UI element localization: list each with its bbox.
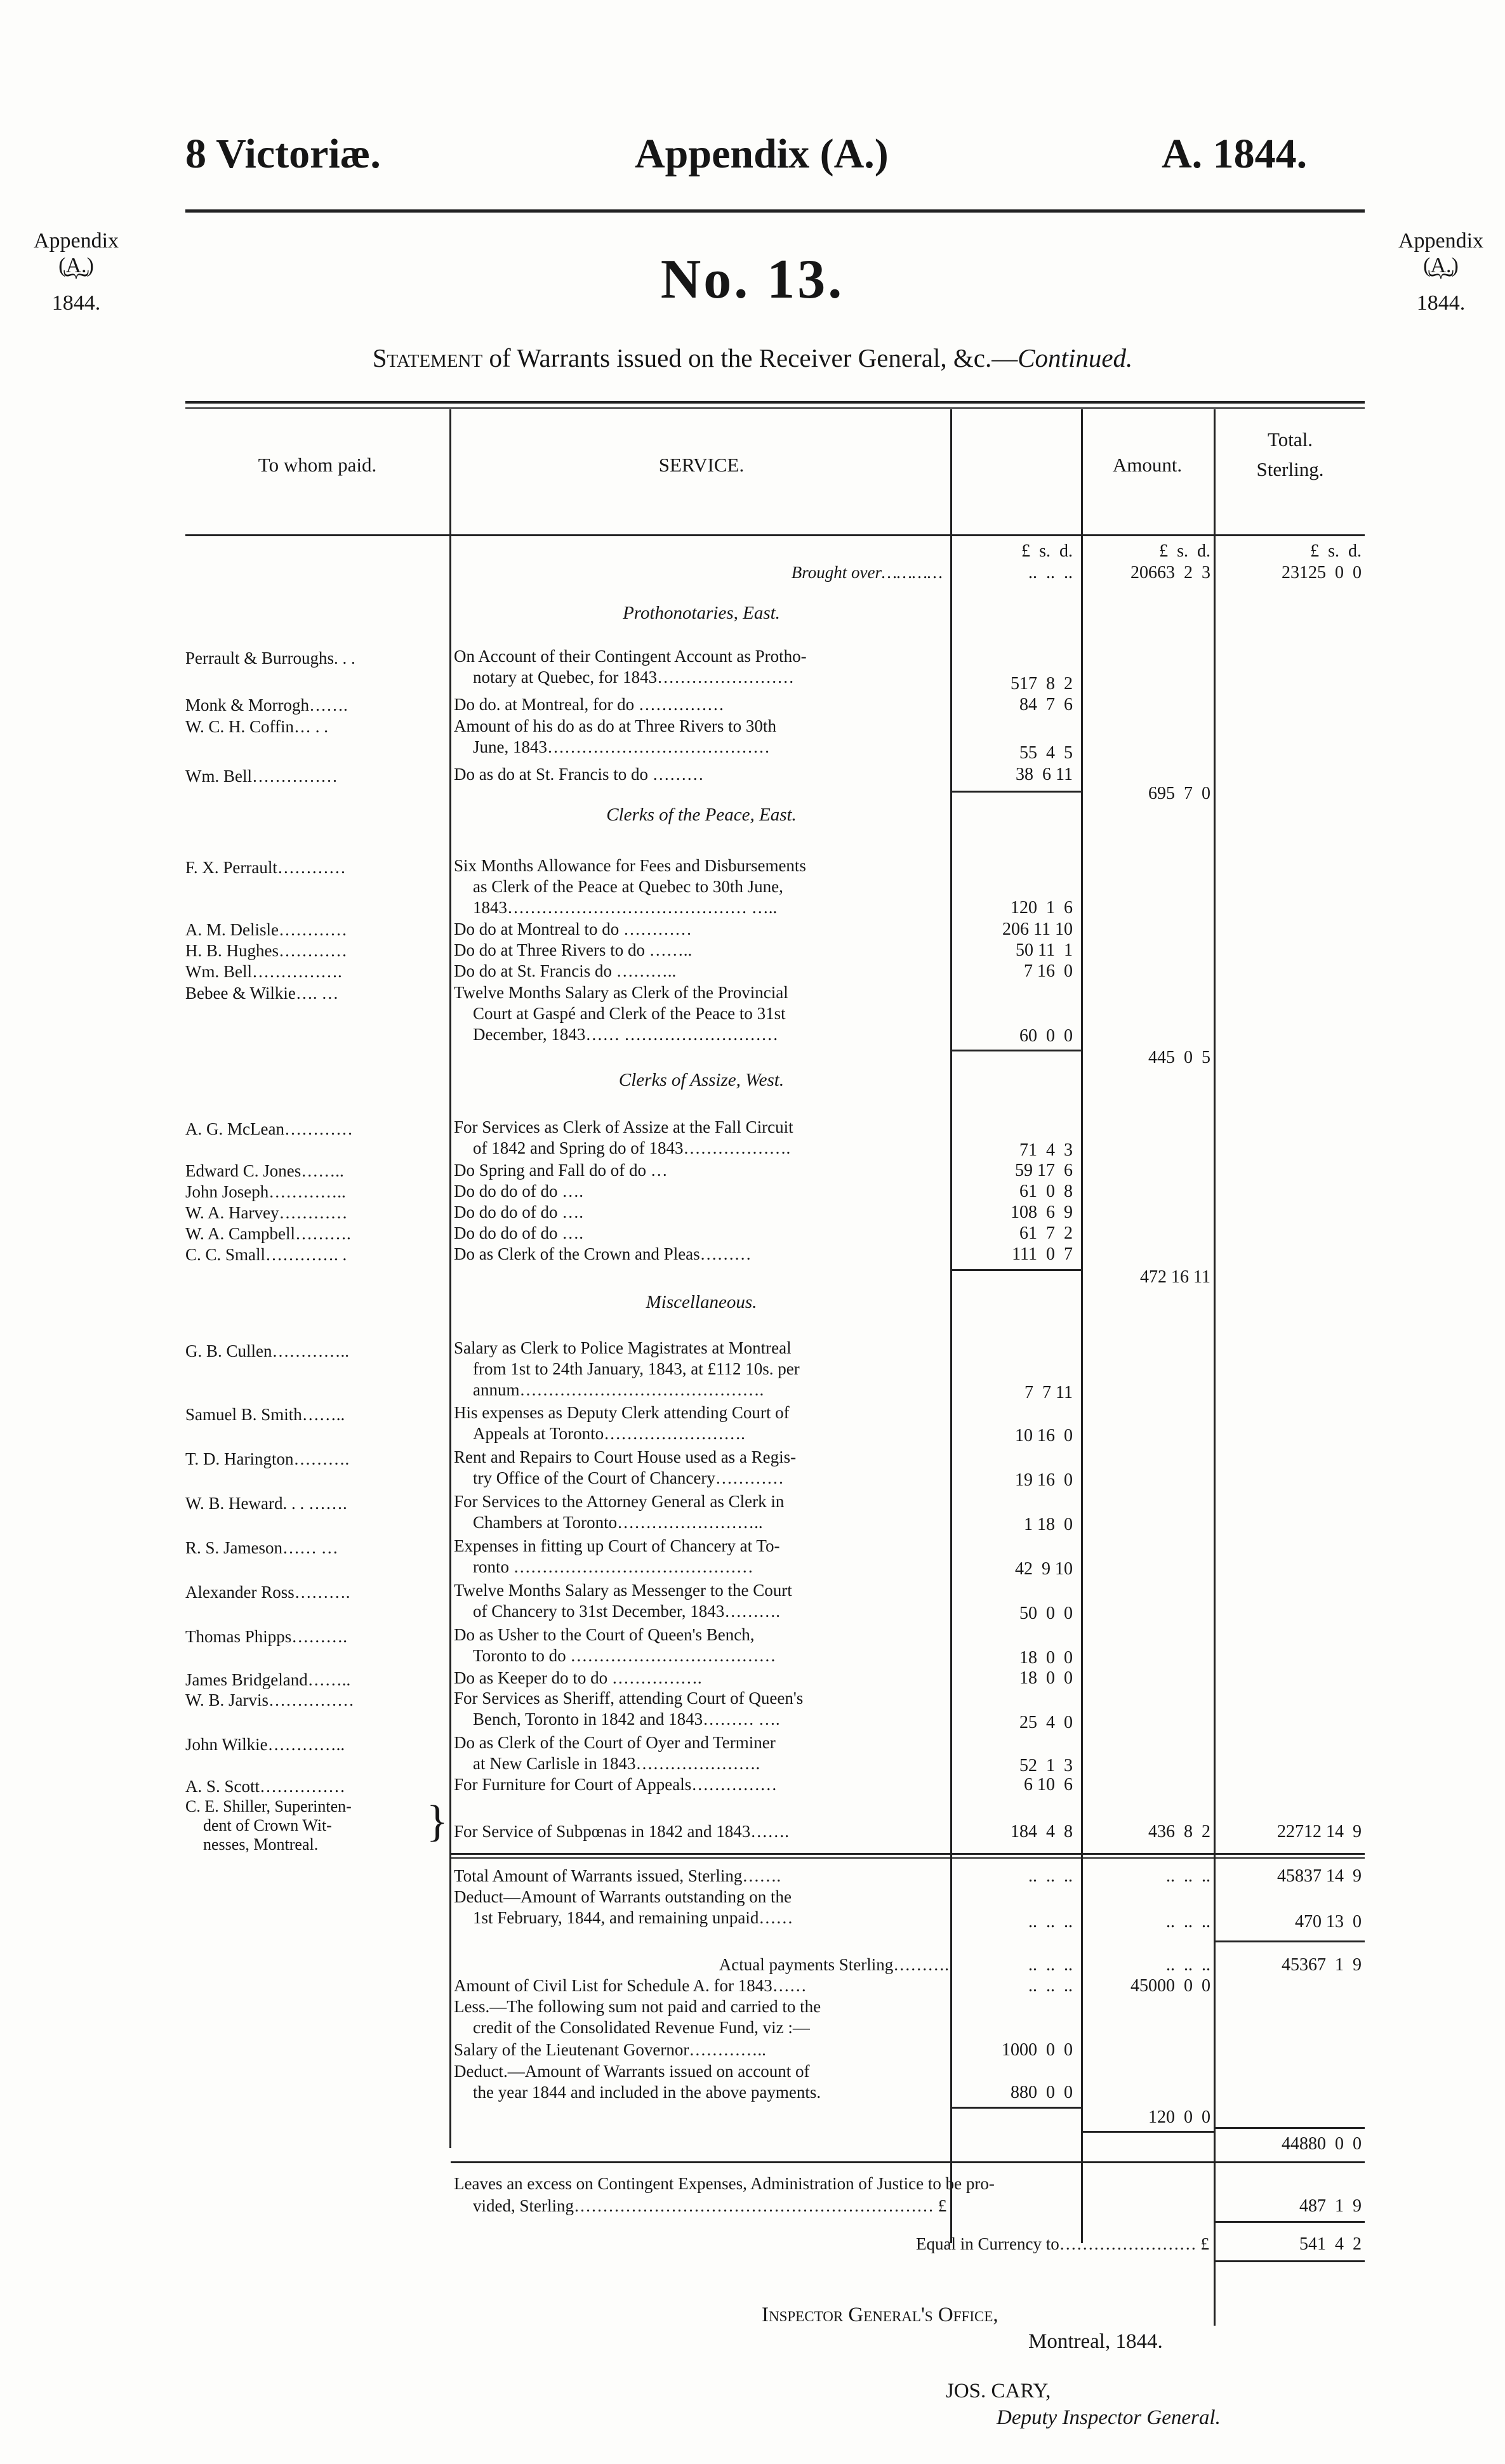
service-line: Chambers at Toronto…………………….. [473,1513,763,1532]
amount: 84 7 6 [1019,695,1073,715]
service-line: Toronto to do ……………………………… [473,1646,776,1665]
amount: 7 16 0 [1024,961,1073,981]
subtotal-clerks-east: 445 0 5 [1148,1048,1210,1067]
amount: 18 0 0 [1019,1648,1073,1668]
rule [451,2161,1365,2163]
amount: .. .. .. [1028,1955,1073,1975]
amount: .. .. .. [1028,1976,1073,1996]
service-line: June, 1843………………………………… [473,737,770,756]
rule [952,2107,1081,2109]
service-line: Bench, Toronto in 1842 and 1843……… …. [473,1710,780,1729]
service-line: Salary as Clerk to Police Magistrates at Montreal [454,1338,792,1357]
service-line: Do as Clerk of the Court of Oyer and Terminer [454,1733,776,1752]
service-line: Do do. at Montreal, for do …………… [454,695,724,714]
margin-note-right: Appendix (A.) ︸ 1844. [1398,229,1484,315]
service-line: His expenses as Deputy Clerk attending Court of [454,1403,790,1422]
service-line: On Account of their Contingent Account as Protho- [454,647,807,666]
payee: James Bridgeland…….. [185,1670,351,1689]
payee: John Wilkie………….. [185,1735,345,1754]
section-clerks-east: Clerks of the Peace, East. [606,805,797,825]
service-line: Total Amount of Warrants issued, Sterling……. [454,1866,781,1885]
service-line: Amount of Civil List for Schedule A. for 1843…… [454,1976,807,1995]
col-divider-service [449,409,451,2148]
payee: A. S. Scott…………… [185,1777,346,1796]
subtotal-miscellaneous: 436 8 2 [1148,1822,1210,1841]
amount: 517 8 2 [1011,674,1073,694]
amount: 55 4 5 [1019,743,1073,763]
service-line: credit of the Consolidated Revenue Fund, viz :— [473,2018,810,2037]
brought-over-a3: 23125 0 0 [1282,563,1362,583]
currency-amount: 541 4 2 [1299,2234,1362,2254]
amount: 59 17 6 [1015,1161,1073,1180]
net-total: 44880 0 0 [1282,2134,1362,2154]
units-2: £ s. d. [1159,541,1210,561]
payee: W. B. Jarvis…………… [185,1690,355,1710]
amount: 71 4 3 [1019,1140,1073,1160]
service-line: Court at Gaspé and Clerk of the Peace to 31st [473,1004,786,1023]
table-top-rule [185,401,1365,404]
service-line: Do as do at St. Francis to do ……… [454,765,704,784]
amount: .. .. .. [1028,1912,1073,1932]
amount: 50 11 1 [1016,940,1073,960]
header-session: 8 Victoriæ. [185,131,381,177]
amount: 111 0 7 [1012,1244,1073,1264]
amount: 25 4 0 [1019,1713,1073,1732]
service-line: Rent and Repairs to Court House used as a Regis- [454,1447,797,1466]
payee: Thomas Phipps………. [185,1627,348,1646]
service-line: Do do do of do …. [454,1182,583,1201]
amount: 52 1 3 [1019,1756,1073,1776]
actual-payments: 45367 1 9 [1282,1955,1362,1975]
signature-name: JOS. CARY, [946,2380,1051,2402]
service-line: Do Spring and Fall do of do … [454,1161,668,1180]
amount: 61 7 2 [1019,1223,1073,1243]
payee: Bebee & Wilkie…. … [185,984,339,1003]
payee: W. C. H. Coffin… . . [185,717,329,736]
rule [1216,2221,1365,2223]
payee: Edward C. Jones…….. [185,1161,344,1180]
amount: .. .. .. [1166,1955,1210,1975]
payee: W. A. Campbell………. [185,1224,351,1243]
subtotal-rule [952,791,1081,793]
brace: } [427,1797,448,1846]
subtotal-assize: 472 16 11 [1140,1267,1210,1287]
summary-rule-thin [451,1857,1365,1859]
amount: .. .. .. [1028,1866,1073,1886]
service-line: Less.—The following sum not paid and carried to the [454,1997,821,2016]
col-head-amount: Amount. [1112,454,1183,476]
service-line: For Furniture for Court of Appeals…………… [454,1775,778,1794]
col-divider-total [1214,409,1216,2326]
amount: 60 0 0 [1019,1026,1073,1046]
section-miscellaneous: Miscellaneous. [646,1292,757,1312]
amount: 1 18 0 [1024,1515,1073,1534]
service-line: of Chancery to 31st December, 1843………. [473,1602,781,1621]
service-line: ronto …………………………………… [473,1557,753,1576]
service-line: Deduct.—Amount of Warrants issued on account of [454,2062,810,2081]
service-line: Expenses in fitting up Court of Chancery at To- [454,1536,780,1555]
payee: F. X. Perrault………… [185,858,346,877]
outstanding-warrants: 470 13 0 [1295,1912,1362,1932]
payee: Wm. Bell…………… [185,767,338,786]
amount: 880 0 0 [1011,2083,1073,2102]
col-head-payee: To whom paid. [258,454,377,476]
service-line: Do do do of do …. [454,1202,583,1222]
difference-amount: 120 0 0 [1148,2107,1210,2127]
payee: Perrault & Burroughs. . . [185,649,355,668]
amount: 61 0 8 [1019,1182,1073,1201]
subtotal-rule [952,1050,1081,1051]
statement-number: No. 13. [660,249,845,310]
office-name: Inspector General's Office, [762,2303,998,2326]
rule [1083,2131,1214,2133]
signature-title: Deputy Inspector General. [997,2406,1221,2429]
service-line: at New Carlisle in 1843…………………. [473,1754,760,1773]
service-line: as Clerk of the Peace at Quebec to 30th June, [473,877,783,896]
amount: 184 4 8 [1011,1822,1073,1841]
amount: 6 10 6 [1024,1775,1073,1795]
col-head-service: SERVICE. [658,454,745,476]
service-line: For Services to the Attorney General as Clerk in [454,1492,785,1511]
excess-sterling: 487 1 9 [1299,2196,1362,2216]
units-3: £ s. d. [1310,541,1362,561]
service-line: Do as Clerk of the Crown and Pleas……… [454,1244,752,1263]
payee: A. G. McLean………… [185,1119,353,1138]
service-line: Amount of his do as do at Three Rivers to 30th [454,716,776,735]
rule [1216,1940,1365,1942]
service-line: try Office of the Court of Chancery………… [473,1468,784,1487]
service-line: Do do at Montreal to do ………… [454,919,692,939]
brought-over-label: Brought over………… [791,563,943,582]
service-line: December, 1843…… ……………………… [473,1025,779,1044]
amount: 1000 0 0 [1002,2040,1073,2060]
header-rule [185,209,1365,213]
service-line: Deduct—Amount of Warrants outstanding on the [454,1887,792,1906]
section-assize: Clerks of Assize, West. [618,1070,785,1090]
header-appendix: Appendix (A.) [635,131,889,177]
service-line: Do as Usher to the Court of Queen's Bench, [454,1625,755,1644]
service-line: vided, Sterling……………………………………………………… £ [473,2196,947,2215]
payee: C. C. Small…………. . [185,1245,347,1264]
section-prothonotaries: Prothonotaries, East. [623,603,780,623]
amount: 120 1 6 [1011,898,1073,918]
service-line: For Service of Subpœnas in 1842 and 1843……. [454,1822,789,1841]
table-top-rule-thin [185,407,1365,409]
amount: 206 11 10 [1002,919,1073,939]
units-1: £ s. d. [1021,541,1073,561]
payee: Alexander Ross………. [185,1583,350,1602]
amount: 19 16 0 [1015,1470,1073,1490]
service-line: Salary of the Lieutenant Governor………….. [454,2040,766,2059]
payee: G. B. Cullen………….. [185,1341,350,1360]
header-year: A. 1844. [1162,131,1308,177]
amount: .. .. .. [1166,1866,1210,1886]
amount: 10 16 0 [1015,1426,1073,1446]
service-line: notary at Quebec, for 1843…………………… [473,668,795,687]
brought-over-a1: .. .. .. [1028,563,1073,583]
service-line: Appeals at Toronto……………………. [473,1424,745,1443]
total-warrants: 45837 14 9 [1277,1866,1362,1886]
brought-over-a2: 20663 2 3 [1130,563,1210,583]
amount: 7 7 11 [1024,1383,1073,1402]
service-line: Equal in Currency to…………………… £ [916,2234,1209,2253]
civil-list-amount: 45000 0 0 [1130,1976,1210,1996]
service-line: Do do at St. Francis do ……….. [454,961,677,980]
service-line: Do as Keeper do to do ……………. [454,1668,702,1687]
service-line: the year 1844 and included in the above payments. [473,2083,821,2102]
service-line: 1843…………………………………… ….. [473,898,778,917]
col-head-total: Total. Sterling. [1256,428,1324,480]
service-line: from 1st to 24th January, 1843, at £112 10s. per [473,1359,800,1378]
col-divider-amount2 [1081,409,1083,2243]
service-line: Twelve Months Salary as Clerk of the Provincial [454,983,788,1002]
service-line: Actual payments Sterling………. [719,1955,949,1974]
rule [1216,2127,1365,2129]
payee: Samuel B. Smith…….. [185,1405,345,1424]
service-line: 1st February, 1844, and remaining unpaid…… [473,1908,793,1927]
service-line: Six Months Allowance for Fees and Disbursements [454,856,806,875]
payee: H. B. Hughes………… [185,941,347,960]
service-line: Leaves an excess on Contingent Expenses, Administration of Justice to be pro- [454,2174,995,2193]
service-line: For Services as Clerk of Assize at the Fall Circuit [454,1117,793,1136]
payee: John Joseph………….. [185,1182,346,1201]
summary-rule [451,1853,1365,1855]
subtotal-prothonotaries: 695 7 0 [1148,784,1210,803]
payee: W. A. Harvey………… [185,1203,348,1222]
service-line: of 1842 and Spring do of 1843………………. [473,1138,791,1157]
service-line: For Services as Sheriff, attending Court of Queen's [454,1689,804,1708]
service-line: annum……………………………………. [473,1380,764,1399]
statement-title: Statement of Warrants issued on the Receiver General, &c.—Continued. [372,343,1133,372]
margin-note-left: Appendix (A.) ︸ 1844. [33,229,119,315]
amount: 18 0 0 [1019,1668,1073,1688]
rule [1216,2260,1365,2262]
service-line: Twelve Months Salary as Messenger to the Court [454,1581,792,1600]
amount: 42 9 10 [1015,1559,1073,1579]
amount: 50 0 0 [1019,1604,1073,1623]
subtotal-rule [952,1269,1081,1271]
payee: Wm. Bell……………. [185,962,342,981]
amount: 38 6 11 [1016,765,1073,784]
payee: T. D. Harington………. [185,1449,350,1468]
payee: R. S. Jameson…… … [185,1538,338,1557]
payee: Monk & Morrogh……. [185,695,348,715]
payee: W. B. Heward. . . ……. [185,1494,347,1513]
table-head-rule [185,534,1365,536]
payee: A. M. Delisle………… [185,920,347,939]
office-location: Montreal, 1844. [1028,2330,1163,2353]
amount: 108 6 9 [1011,1202,1073,1222]
amount: .. .. .. [1166,1912,1210,1932]
service-line: Do do do of do …. [454,1223,583,1242]
service-line: Do do at Three Rivers to do …….. [454,940,693,959]
total-sterling: 22712 14 9 [1277,1822,1362,1841]
payee-shiller: C. E. Shiller, Superinten- dent of Crown Wit- nesses, Montreal. [185,1797,352,1854]
